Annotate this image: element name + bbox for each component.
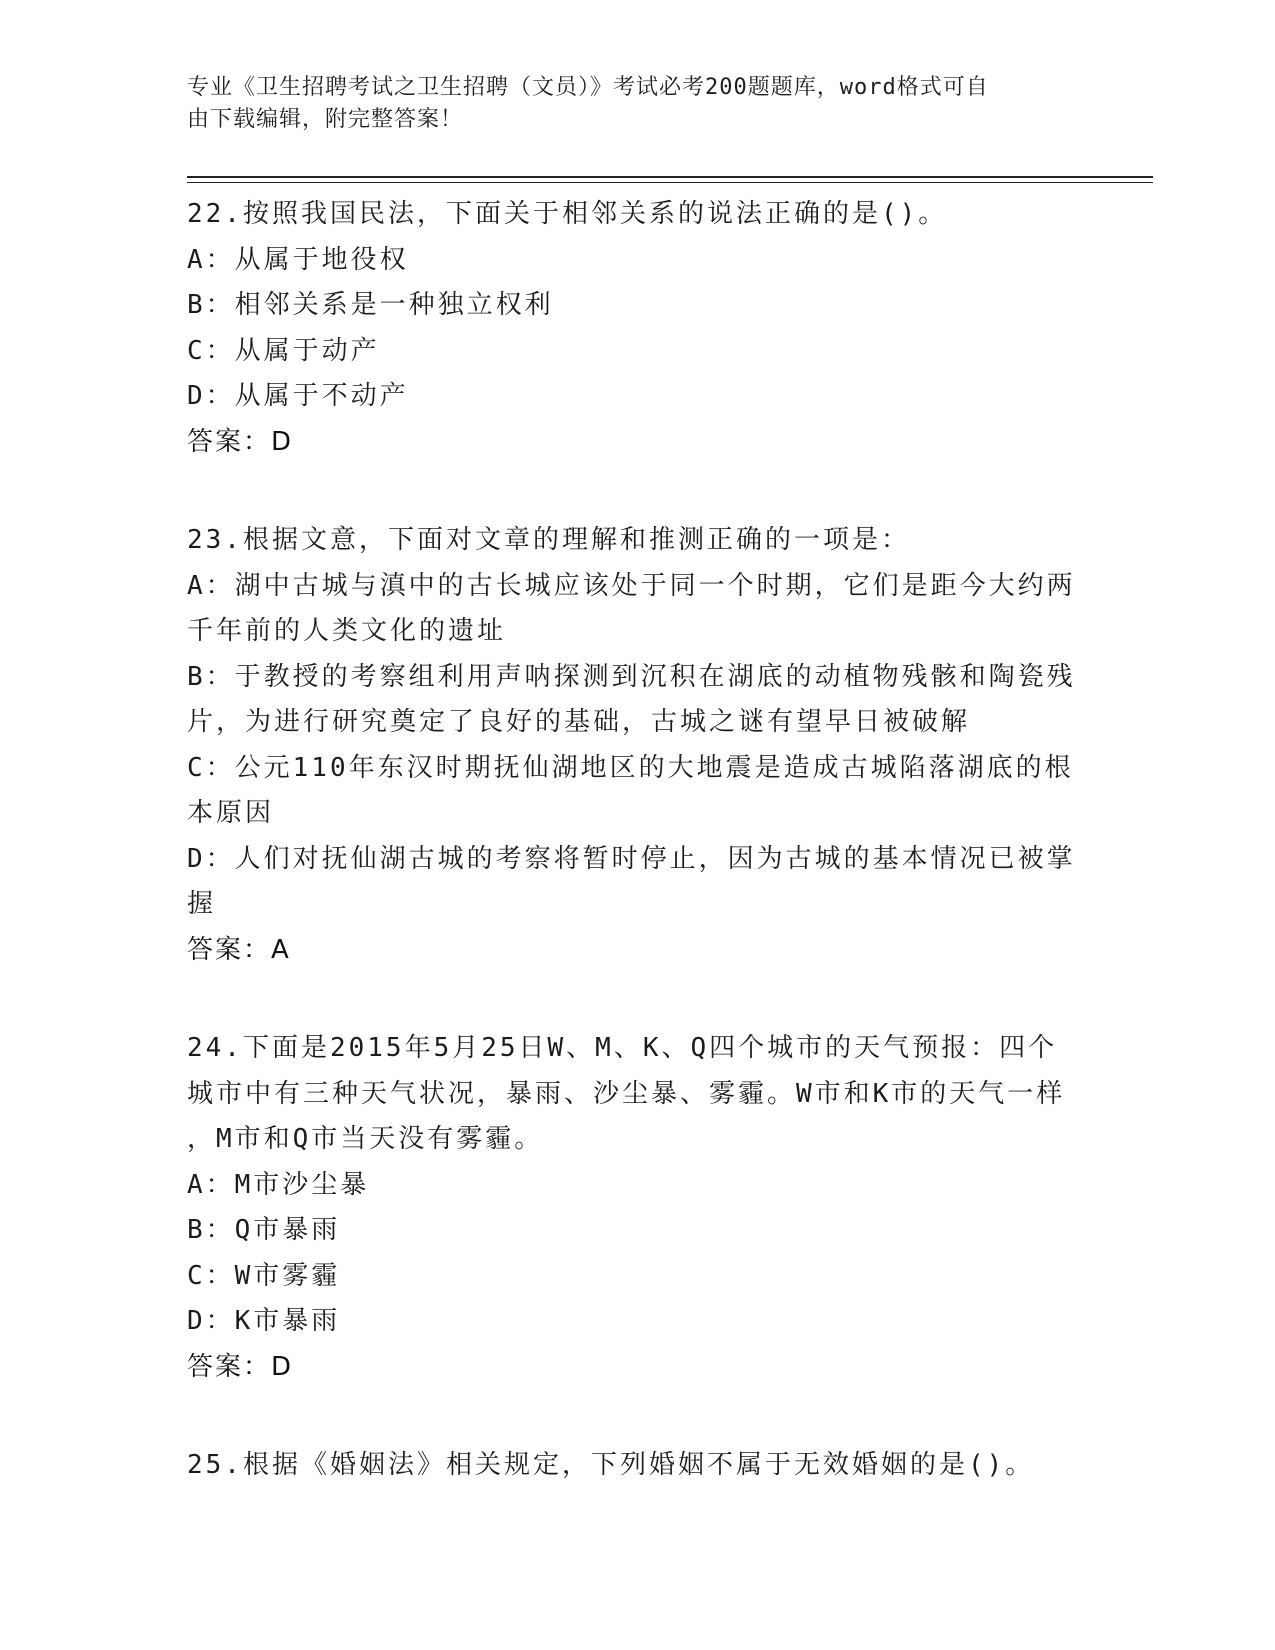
question-stem: 22.按照我国民法，下面关于相邻关系的说法正确的是()。: [187, 199, 948, 229]
option-a: A：从属于地役权: [187, 244, 409, 275]
option-a-line-1: A：湖中古城与滇中的古长城应该处于同一个时期，它们是距今大约两: [187, 570, 1076, 601]
option-c: C：从属于动产: [187, 335, 380, 366]
question-stem: 23.根据文意，下面对文章的理解和推测正确的一项是：: [187, 525, 910, 555]
question-list: [187, 192, 1077, 1542]
header-line-1: 专业《卫生招聘考试之卫生招聘（文员）》考试必考200题题库，word格式可自: [187, 75, 989, 100]
option-a-line-2: 千年前的人类文化的遗址: [187, 616, 507, 646]
question-25: [187, 1443, 1077, 1489]
option-d: D：从属于不动产: [187, 381, 409, 411]
document-header: [187, 72, 1067, 136]
option-b-line-2: 片，为进行研究奠定了良好的基础，古城之谜有望早日被破解: [187, 707, 971, 737]
option-c: C：W市雾霾: [187, 1260, 341, 1291]
question-stem-line-1: 24.下面是2015年5月25日W、M、K、Q四个城市的天气预报：四个: [187, 1033, 1058, 1063]
option-d-line-1: D：人们对抚仙湖古城的考察将暂时停止，因为古城的基本情况已被掌: [187, 843, 1076, 874]
option-d: D：K市暴雨: [187, 1306, 341, 1336]
answer-label: 答案：A: [187, 934, 291, 965]
option-c-line-2: 本原因: [187, 798, 275, 828]
answer-label: 答案：D: [187, 1351, 294, 1382]
question-24: [187, 1026, 1077, 1390]
question-stem-line-3: ，M市和Q市当天没有雾霾。: [187, 1124, 544, 1154]
option-b: B：相邻关系是一种独立权利: [187, 290, 554, 320]
question-22: [187, 192, 1077, 465]
header-rule-thin: [187, 182, 1153, 183]
header-line-2: 由下载编辑，附完整答案！: [187, 107, 464, 132]
header-rule-thick: [187, 176, 1153, 178]
option-b-line-1: B：于教授的考察组利用声呐探测到沉积在湖底的动植物残骸和陶瓷残: [187, 661, 1076, 692]
question-23: [187, 518, 1077, 973]
option-b: B：Q市暴雨: [187, 1215, 341, 1245]
option-c-line-1: C：公元110年东汉时期抚仙湖地区的大地震是造成古城陷落湖底的根: [187, 752, 1074, 783]
question-stem-line-2: 城市中有三种天气状况，暴雨、沙尘暴、雾霾。W市和K市的天气一样: [187, 1078, 1066, 1109]
answer-label: 答案：D: [187, 426, 294, 457]
option-d-line-2: 握: [187, 889, 217, 919]
option-a: A：M市沙尘暴: [187, 1169, 370, 1200]
question-stem: 25.根据《婚姻法》相关规定，下列婚姻不属于无效婚姻的是()。: [187, 1450, 1035, 1480]
